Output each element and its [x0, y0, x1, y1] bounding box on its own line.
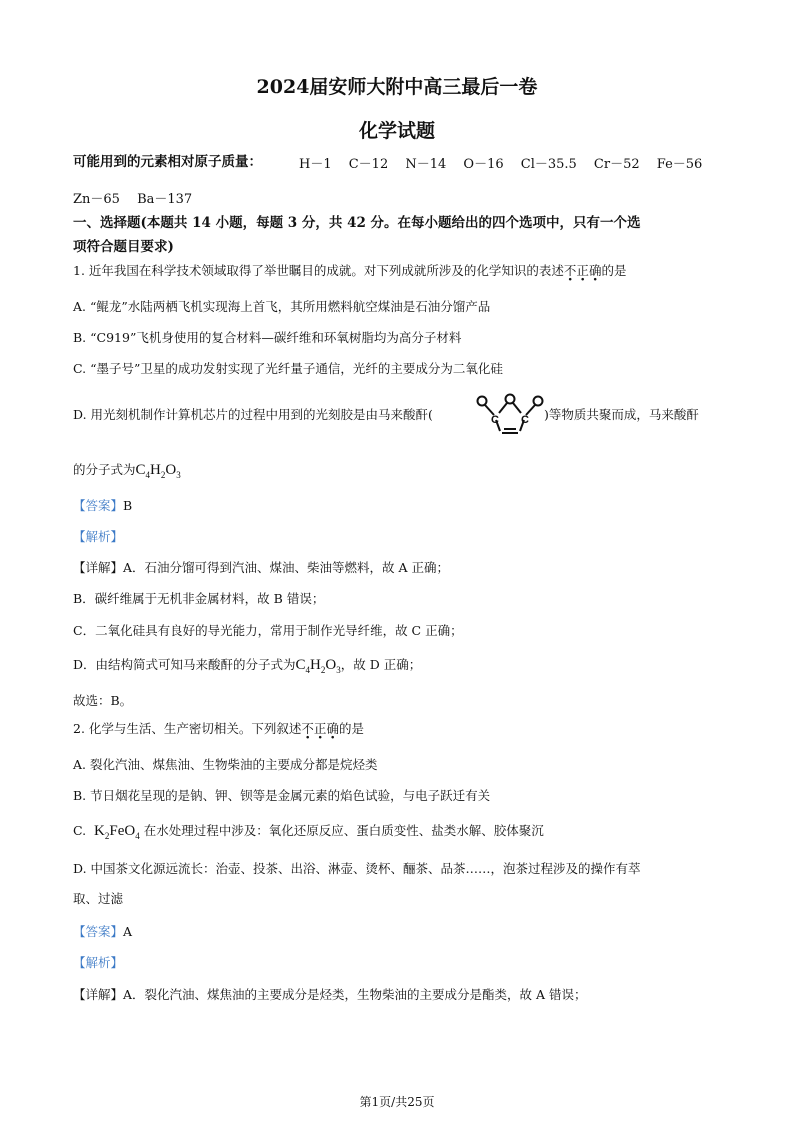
svg-text:C: C [491, 414, 499, 426]
emphasis-dot: 正 [313, 721, 327, 736]
page-footer: 第1页/共25页 [359, 1095, 435, 1109]
answer-value: A [123, 924, 133, 939]
emphasis-dot: 正 [576, 263, 589, 278]
q1-detail-c: C．二氧化硅具有良好的导光能力，常用于制作光导纤维，故 C 正确； [73, 623, 463, 638]
section1-heading-line1: 一、选择题(本题共 14 小题，每题 3 分，共 42 分。在每小题给出的四个选项中，只有一个选 [73, 215, 641, 231]
q1-option-d-part2: )等物质共聚而成，马来酸酐 [544, 407, 699, 422]
exam-title: 2024届安师大附中高三最后一卷 [256, 76, 538, 98]
q1-conclusion: 故选：B。 [73, 693, 133, 708]
q2-option-a: A. 裂化汽油、煤焦油、生物柴油的主要成分都是烷烃类 [73, 757, 378, 772]
q1-option-b: B. “C919”飞机身使用的复合材料—碳纤维和环氧树脂均为高分子材料 [73, 330, 462, 345]
emphasis-dot: 不 [301, 721, 314, 736]
q1-option-d-part1: D. 用光刻机制作计算机芯片的过程中用到的光刻胶是由马来酸酐( [73, 407, 433, 422]
q1-detail-b: B．碳纤维属于无机非金属材料，故 B 错误； [73, 591, 325, 606]
q1-detail-d: D．由结构简式可知马来酸酐的分子式为$C_4H_2O_3$，故 D 正确； [73, 657, 422, 675]
formula-c4h2o3: $C_4H_2O_3$ [295, 657, 341, 675]
atomic-masses-line1: H－1 C－12 N－14 O－16 Cl－35.5 Cr－52 Fe－56 [299, 157, 703, 172]
q2-option-d-line1: D. 中国茶文化源远流长：治壶、投茶、出浴、淋壶、烫杯、酾茶、品茶……，泡茶过程涉及的操作有萃 [73, 861, 641, 876]
answer-value: B [123, 498, 133, 513]
q2-answer [73, 923, 132, 941]
emphasis-dot: 确 [326, 721, 339, 736]
q1-option-d-part3: 的分子式为$C_4H_2O_3$ [73, 462, 181, 480]
formula-k2feo4: $K_2FeO_4$ [94, 823, 140, 841]
q2-analysis-label: 【解析】 [73, 955, 124, 970]
q2-stem: 2. 化学与生活、生产密切相关。下列叙述不正确的是 [73, 721, 364, 736]
q1-option-a: A. “鲲龙”水陆两栖飞机实现海上首飞，其所用燃料航空煤油是石油分馏产品 [73, 299, 491, 314]
answer-label: 【答案】 [73, 924, 124, 939]
q1-detail-a: 【详解】A．石油分馏可得到汽油、煤油、柴油等燃料，故 A 正确； [73, 560, 450, 575]
q2-option-c: C. $K_2FeO_4$ 在水处理过程中涉及：氧化还原反应、蛋白质变性、盐类水解、胶体聚沉 [73, 823, 544, 841]
q1-option-c: C. “墨子号”卫星的成功发射实现了光纤量子通信，光纤的主要成分为二氧化硅 [73, 361, 503, 376]
atomic-masses-line2: Zn－65 Ba－137 [73, 192, 193, 207]
q1-answer [73, 497, 132, 515]
atomic-masses-label: 可能用到的元素相对原子质量： [73, 154, 262, 170]
emphasis-dot: 不 [563, 263, 577, 278]
emphasis-dot: 确 [588, 263, 602, 278]
maleic-anhydride-structure [474, 393, 546, 437]
q2-detail-a: 【详解】A．裂化汽油、煤焦油的主要成分是烃类，生物柴油的主要成分是酯类，故 A 错误； [73, 987, 587, 1002]
q1-stem: 1. 近年我国在科学技术领域取得了举世瞩目的成就。对下列成就所涉及的化学知识的表述不正确的是 [73, 263, 627, 278]
formula-c4h2o3: $C_4H_2O_3$ [135, 462, 181, 480]
q1-analysis-label: 【解析】 [73, 529, 124, 544]
answer-label: 【答案】 [73, 498, 124, 513]
section1-heading-line2: 项符合题目要求) [73, 239, 174, 255]
exam-subtitle: 化学试题 [358, 120, 435, 142]
svg-text:C: C [521, 414, 529, 426]
q2-option-b: B. 节日烟花呈现的是钠、钾、钡等是金属元素的焰色试验，与电子跃迁有关 [73, 788, 491, 803]
q2-option-d-line2: 取、过滤 [73, 891, 124, 906]
